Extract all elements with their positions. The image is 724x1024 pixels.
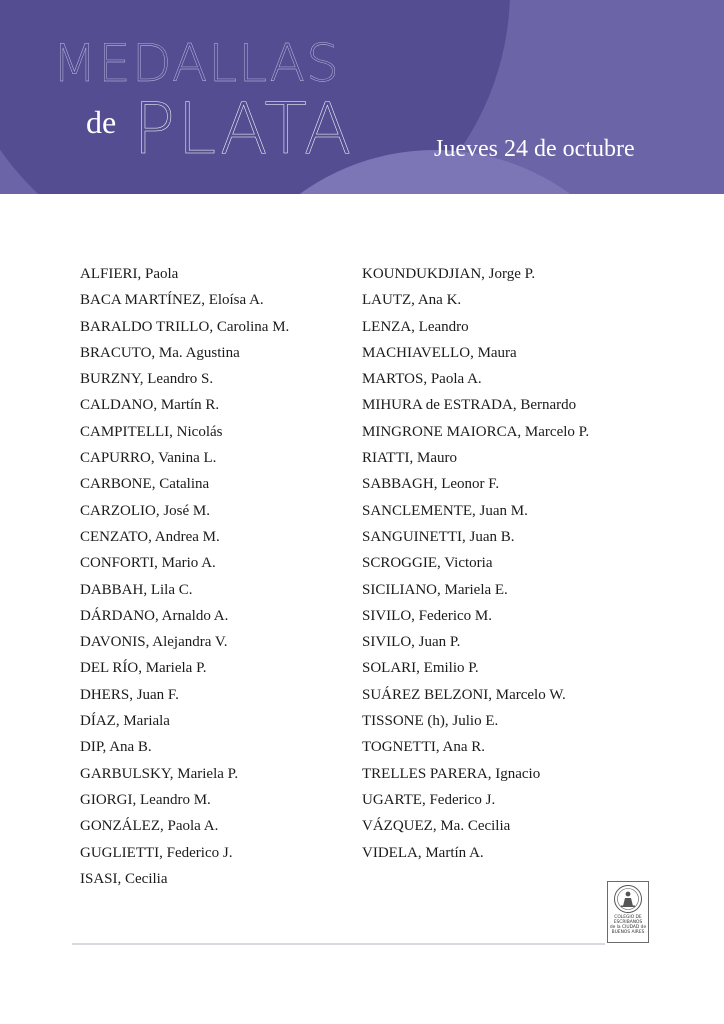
- surname: MACHIAVELLO: [362, 344, 471, 361]
- surname: MARTOS: [362, 371, 424, 388]
- given-name: , Mariela P.: [169, 765, 239, 782]
- surname: MIHURA de ESTRADA: [362, 397, 513, 414]
- surname: BRACUTO: [80, 344, 152, 361]
- given-name: , Federico J.: [421, 791, 496, 808]
- given-name: , Ignacio: [487, 765, 541, 782]
- surname: SANGUINETTI: [362, 528, 462, 545]
- given-name: , Mauro: [409, 450, 457, 467]
- given-name: , Leandro: [411, 318, 469, 335]
- name-list-item: [80, 765, 289, 791]
- given-name: , Juan B.: [461, 528, 515, 545]
- name-list-item: [80, 738, 289, 764]
- colegio-logo: [607, 881, 649, 943]
- name-list-item: [362, 633, 589, 659]
- name-list-item: [80, 554, 289, 580]
- name-list-item: [80, 528, 289, 554]
- given-name: , Mario A.: [154, 555, 216, 572]
- surname: CALDANO: [80, 397, 154, 414]
- name-list-item: [80, 502, 289, 528]
- surname: CENZATO: [80, 528, 149, 545]
- given-name: , Ana B.: [102, 739, 152, 756]
- name-list-item: [362, 765, 589, 791]
- title-de: de: [86, 104, 117, 140]
- given-name: , Leandro M.: [132, 791, 211, 808]
- given-name: , Paola: [137, 266, 179, 282]
- event-date: Jueves 24 de octubre: [434, 136, 635, 162]
- given-name: , Nicolás: [169, 423, 223, 440]
- surname: CAPURRO: [80, 450, 151, 467]
- surname: DIP: [80, 739, 103, 756]
- surname: ALFIERI: [80, 266, 138, 282]
- surname: CARBONE: [80, 476, 152, 493]
- name-list-item: [362, 607, 589, 633]
- surname: SIVILO: [362, 607, 412, 624]
- surname: KOUNDUKDJIAN: [362, 266, 482, 282]
- given-name: , Ma. Cecilia: [432, 818, 511, 835]
- surname: DAVONIS: [80, 634, 146, 651]
- name-list-item: [80, 870, 289, 896]
- given-name: , Emilio P.: [416, 660, 479, 677]
- surname: SANCLEMENTE: [362, 502, 472, 519]
- given-name: , Ana R.: [435, 739, 486, 756]
- header-banner: [0, 0, 724, 194]
- name-list-item: [362, 844, 589, 870]
- name-list-item: [362, 554, 589, 580]
- given-name: , Paola A.: [159, 818, 219, 835]
- given-name: , Marcelo P.: [517, 423, 590, 440]
- given-name: , Juan P.: [411, 634, 461, 651]
- surname: TRELLES PARERA: [362, 765, 488, 782]
- given-name: , Andrea M.: [148, 528, 220, 545]
- name-list-item: [80, 396, 289, 422]
- surname: VIDELA: [362, 844, 418, 861]
- given-name: , Leonor F.: [433, 476, 500, 493]
- name-list-item: [362, 817, 589, 843]
- names-column-right: [362, 265, 589, 870]
- names-column-left: [80, 265, 289, 896]
- given-name: , José M.: [155, 502, 210, 519]
- given-name: , Bernardo: [512, 397, 577, 414]
- name-list-item: [80, 607, 289, 633]
- given-name: , Catalina: [151, 476, 210, 493]
- name-list-item: [362, 791, 589, 817]
- name-list-item: [362, 265, 589, 291]
- name-list-item: [80, 633, 289, 659]
- given-name: , Federico M.: [411, 607, 492, 624]
- surname: DÍAZ: [80, 713, 116, 730]
- surname: SICILIANO: [362, 581, 437, 598]
- surname: SCROGGIE: [362, 555, 438, 572]
- name-list-item: [80, 659, 289, 685]
- surname: ISASI: [80, 870, 118, 887]
- name-list-item: [80, 791, 289, 817]
- name-list-item: [80, 581, 289, 607]
- surname: VÁZQUEZ: [362, 818, 433, 835]
- surname: LENZA: [362, 318, 412, 335]
- name-list-item: [80, 817, 289, 843]
- given-name: (h), Julio E.: [423, 713, 499, 730]
- name-list-item: [362, 318, 589, 344]
- given-name: , Ana K.: [411, 292, 462, 309]
- given-name: , Victoria: [437, 555, 493, 572]
- surname: TISSONE: [362, 713, 424, 730]
- surname: SUÁREZ BELZONI: [362, 686, 489, 703]
- notary-seal-icon: [613, 884, 643, 914]
- name-list-item: [362, 581, 589, 607]
- surname: DEL RÍO: [80, 660, 139, 677]
- given-name: , Mariela E.: [437, 581, 508, 598]
- name-list-item: [80, 712, 289, 738]
- surname: SABBAGH: [362, 476, 434, 493]
- surname: SOLARI: [362, 660, 417, 677]
- surname: MINGRONE MAIORCA: [362, 423, 518, 440]
- name-list-item: [362, 659, 589, 685]
- surname: GUGLIETTI: [80, 844, 160, 861]
- name-list-item: [362, 449, 589, 475]
- given-name: , Mariela P.: [138, 660, 207, 677]
- surname: SIVILO: [362, 634, 412, 651]
- given-name: , Leandro S.: [139, 371, 214, 388]
- given-name: , Martín A.: [417, 844, 484, 861]
- given-name: , Paola A.: [423, 371, 482, 388]
- title-medallas: MEDALLAS: [52, 34, 341, 94]
- name-list-item: [80, 449, 289, 475]
- surname: CAMPITELLI: [80, 423, 170, 440]
- given-name: , Martín R.: [153, 397, 220, 414]
- name-list-item: [362, 712, 589, 738]
- name-list-item: [362, 502, 589, 528]
- surname: GARBULSKY: [80, 765, 170, 782]
- surname: BACA MARTÍNEZ: [80, 292, 202, 309]
- given-name: , Federico J.: [159, 844, 233, 861]
- name-list-item: [80, 475, 289, 501]
- name-list-item: [80, 291, 289, 317]
- name-list-item: [362, 738, 589, 764]
- name-list-item: [362, 344, 589, 370]
- surname: CARZOLIO: [80, 502, 156, 519]
- surname: CONFORTI: [80, 555, 155, 572]
- surname: DHERS: [80, 686, 130, 703]
- given-name: , Mariala: [115, 713, 170, 730]
- name-list-item: [362, 475, 589, 501]
- given-name: , Jorge P.: [481, 266, 536, 282]
- footer-divider: [72, 943, 605, 945]
- surname: DABBAH: [80, 581, 144, 598]
- name-list-item: [362, 528, 589, 554]
- name-list-item: [80, 265, 289, 291]
- logo-text: COLEGIO DE ESCRIBANOS de la CIUDAD de BUENOS AIRES: [609, 915, 647, 935]
- name-list-item: [80, 686, 289, 712]
- surname: GONZÁLEZ: [80, 818, 160, 835]
- given-name: , Ma. Agustina: [151, 344, 240, 361]
- surname: GIORGI: [80, 791, 133, 808]
- name-list-item: [80, 844, 289, 870]
- surname: BARALDO TRILLO: [80, 318, 210, 335]
- name-list-item: [362, 370, 589, 396]
- given-name: , Carolina M.: [209, 318, 290, 335]
- given-name: , Eloísa A.: [201, 292, 264, 309]
- surname: BURZNY: [80, 371, 140, 388]
- name-list-item: [80, 318, 289, 344]
- name-list-item: [362, 423, 589, 449]
- surname: LAUTZ: [362, 292, 412, 309]
- given-name: , Cecilia: [117, 870, 168, 887]
- given-name: , Alejandra V.: [145, 634, 228, 651]
- given-name: , Arnaldo A.: [155, 607, 229, 624]
- surname: UGARTE: [362, 791, 422, 808]
- surname: TOGNETTI: [362, 739, 436, 756]
- name-list-item: [362, 396, 589, 422]
- name-list-item: [362, 686, 589, 712]
- given-name: , Marcelo W.: [488, 686, 566, 703]
- given-name: , Lila C.: [143, 581, 193, 598]
- name-list-item: [80, 370, 289, 396]
- title-plata: PLATA: [133, 88, 354, 170]
- given-name: , Maura: [470, 344, 517, 361]
- given-name: , Juan M.: [472, 502, 528, 519]
- surname: RIATTI: [362, 450, 410, 467]
- given-name: , Juan F.: [129, 686, 179, 703]
- name-list-item: [362, 291, 589, 317]
- name-list-item: [80, 344, 289, 370]
- name-list-item: [80, 423, 289, 449]
- given-name: , Vanina L.: [150, 450, 217, 467]
- surname: DÁRDANO: [80, 607, 155, 624]
